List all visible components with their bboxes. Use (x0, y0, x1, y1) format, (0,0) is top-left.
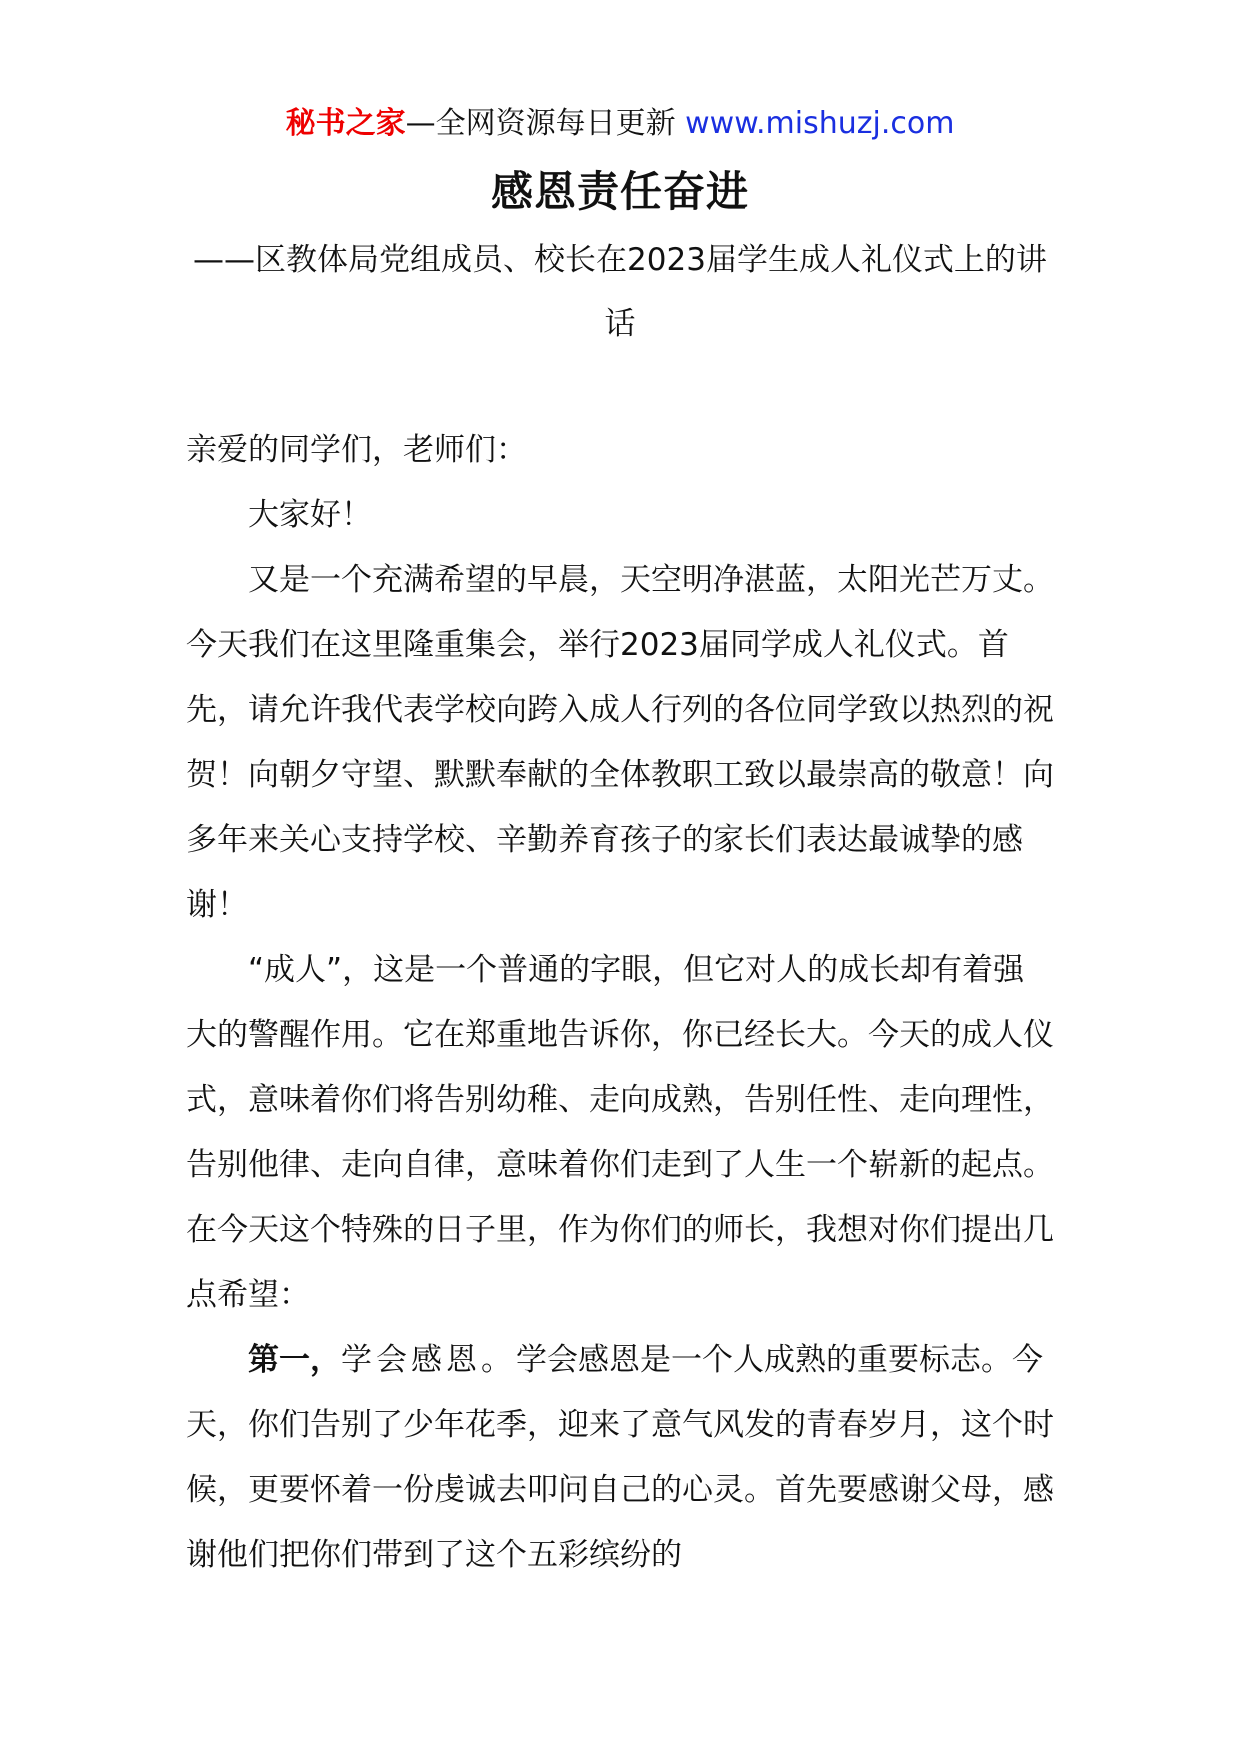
paragraph-opening: 又是一个充满希望的早晨，天空明净湛蓝，太阳光芒万丈。今天我们在这里隆重集会，举行2023届同学成人礼仪式。首先，请允许我代表学校向跨入成人行列的各位同学致以热烈的祝贺！向朝夕守望、默默奉献的全体教职工致以最崇高的敬意！向多年来关心支持学校、辛勤养育孩子的家长们表达最诚挚的感谢！ (186, 562, 1054, 923)
document-title: 感恩责任奋进 (490, 167, 749, 216)
header-tagline: —全网资源每日更新 (405, 106, 676, 141)
paragraph-adulthood: “成人”，这是一个普通的字眼，但它对人的成长却有着强大的警醒作用。它在郑重地告诉你，你已经长大。今天的成人仪式，意味着你们将告别幼稚、走向成熟，告别任性、走向理性，告别他律、走向自律，意味着你们走到了人生一个崭新的起点。在今天这个特殊的日子里，作为你们的师长，我想对你们提出几点希望： (186, 952, 1054, 1313)
site-url-link[interactable]: www.mishuzj.com (685, 106, 955, 141)
point-text: 学会感恩是一个人成熟的重要标志。今天，你们告别了少年花季，迎来了意气风发的青春岁月，这个时候，更要怀着一份虔诚去叩问自己的心灵。首先要感谢父母，感谢他们把你们带到了这个五彩缤纷的 (186, 1342, 1054, 1573)
point-heading: 学会感恩。 (341, 1342, 516, 1378)
salutation: 亲爱的同学们，老师们： (186, 432, 527, 468)
point-number: 第一， (248, 1342, 341, 1378)
document-body (186, 418, 1054, 1588)
paragraph-gratitude (186, 1328, 1054, 1588)
greeting: 大家好！ (248, 497, 372, 533)
document-subtitle: ——区教体局党组成员、校长在2023届学生成人礼仪式上的讲话 (193, 242, 1047, 342)
site-header (0, 102, 1240, 146)
brand-name: 秘书之家 (285, 106, 406, 141)
